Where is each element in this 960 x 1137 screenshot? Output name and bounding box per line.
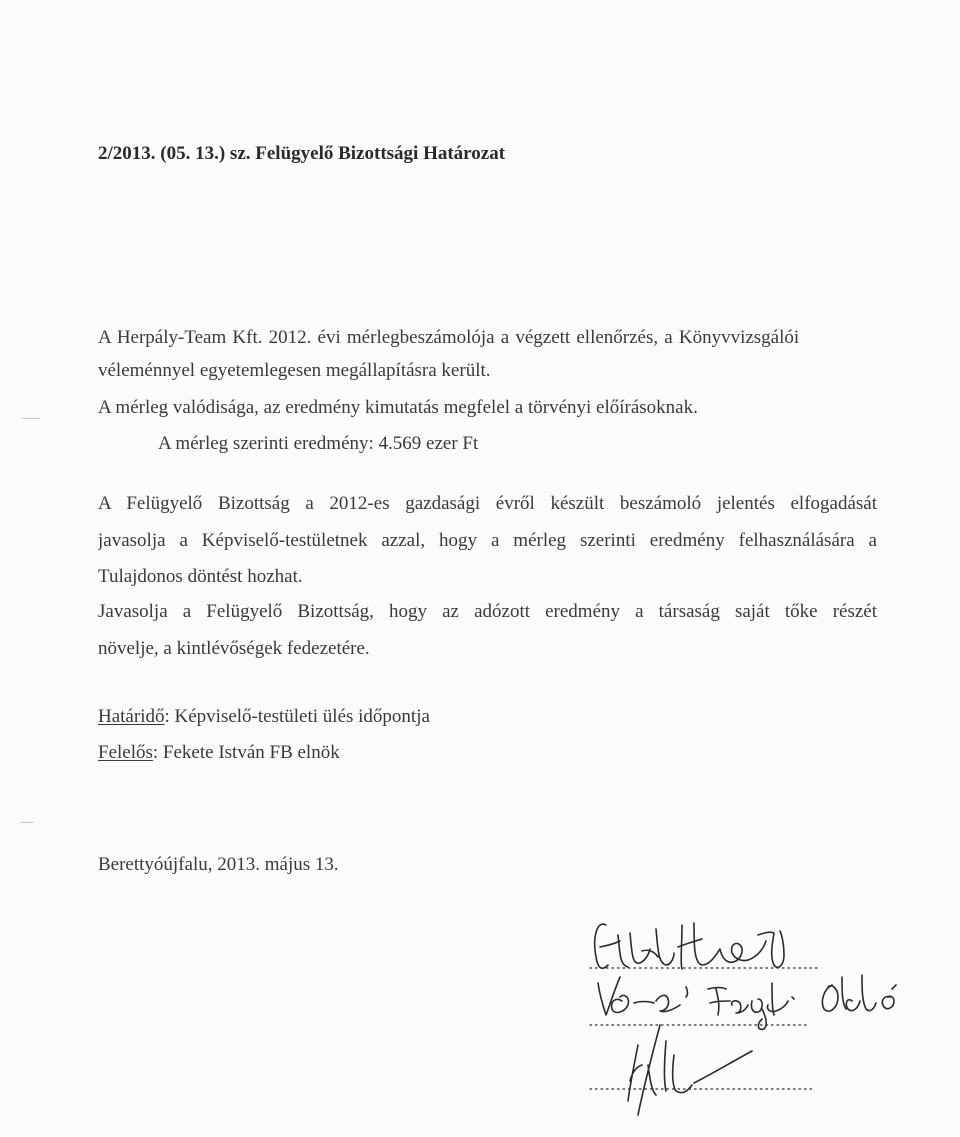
scan-mark [22,418,40,419]
signature-3 [628,1025,752,1115]
paragraph2-line2: javasolja a Képviselő-testületnek azzal, hogy a mérleg szerinti eredmény felhasználására a [98,530,877,551]
paragraph1-line1: A Herpály-Team Kft. 2012. évi mérlegbeszámolója a végzett ellenőrzés, a Könyvvizsgálói [98,327,800,348]
signatures [570,905,940,1130]
paragraph2-line5: növelje, a kintlévőségek fedezetére. [98,638,370,659]
balance-result [158,432,948,456]
paragraph1-line2: véleménnyel egyetemlegesen megállapításra került. [98,360,491,381]
deadline-value: Képviselő-testületi ülés időpontja [174,706,430,727]
signature-2 [598,977,688,1015]
signature-1 [595,924,674,968]
paragraph2-line4: Javasolja a Felügyelő Bizottság, hogy az adózott eredmény a társaság saját tőke részét [98,601,877,622]
responsible-value: Fekete István FB elnök [162,742,340,763]
document-title: 2/2013. (05. 13.) sz. Felügyelő Bizottsági Határozat [98,143,506,164]
deadline-label: Határidő [98,706,165,727]
deadline-line: Határidő: Képviselő-testületi ülés időpontja [98,706,430,727]
place-date: Berettyóújfalu, 2013. május 13. [98,854,339,875]
responsible-label: Felelős [98,742,153,763]
balance-result-label: A mérleg szerinti eredmény: [158,433,374,454]
paragraph1-line3: A mérleg valódisága, az eredmény kimutatás megfelel a törvényi előírásoknak. [98,397,698,418]
balance-result-value: 4.569 ezer Ft [378,433,479,454]
responsible-line: Felelős: Fekete István FB elnök [98,742,340,763]
scan-mark [20,822,34,823]
paragraph2-line3: Tulajdonos döntést hozhat. [98,566,303,587]
paragraph2-line1: A Felügyelő Bizottság a 2012-es gazdasági évről készült beszámoló jelentés elfogadását [98,493,877,514]
